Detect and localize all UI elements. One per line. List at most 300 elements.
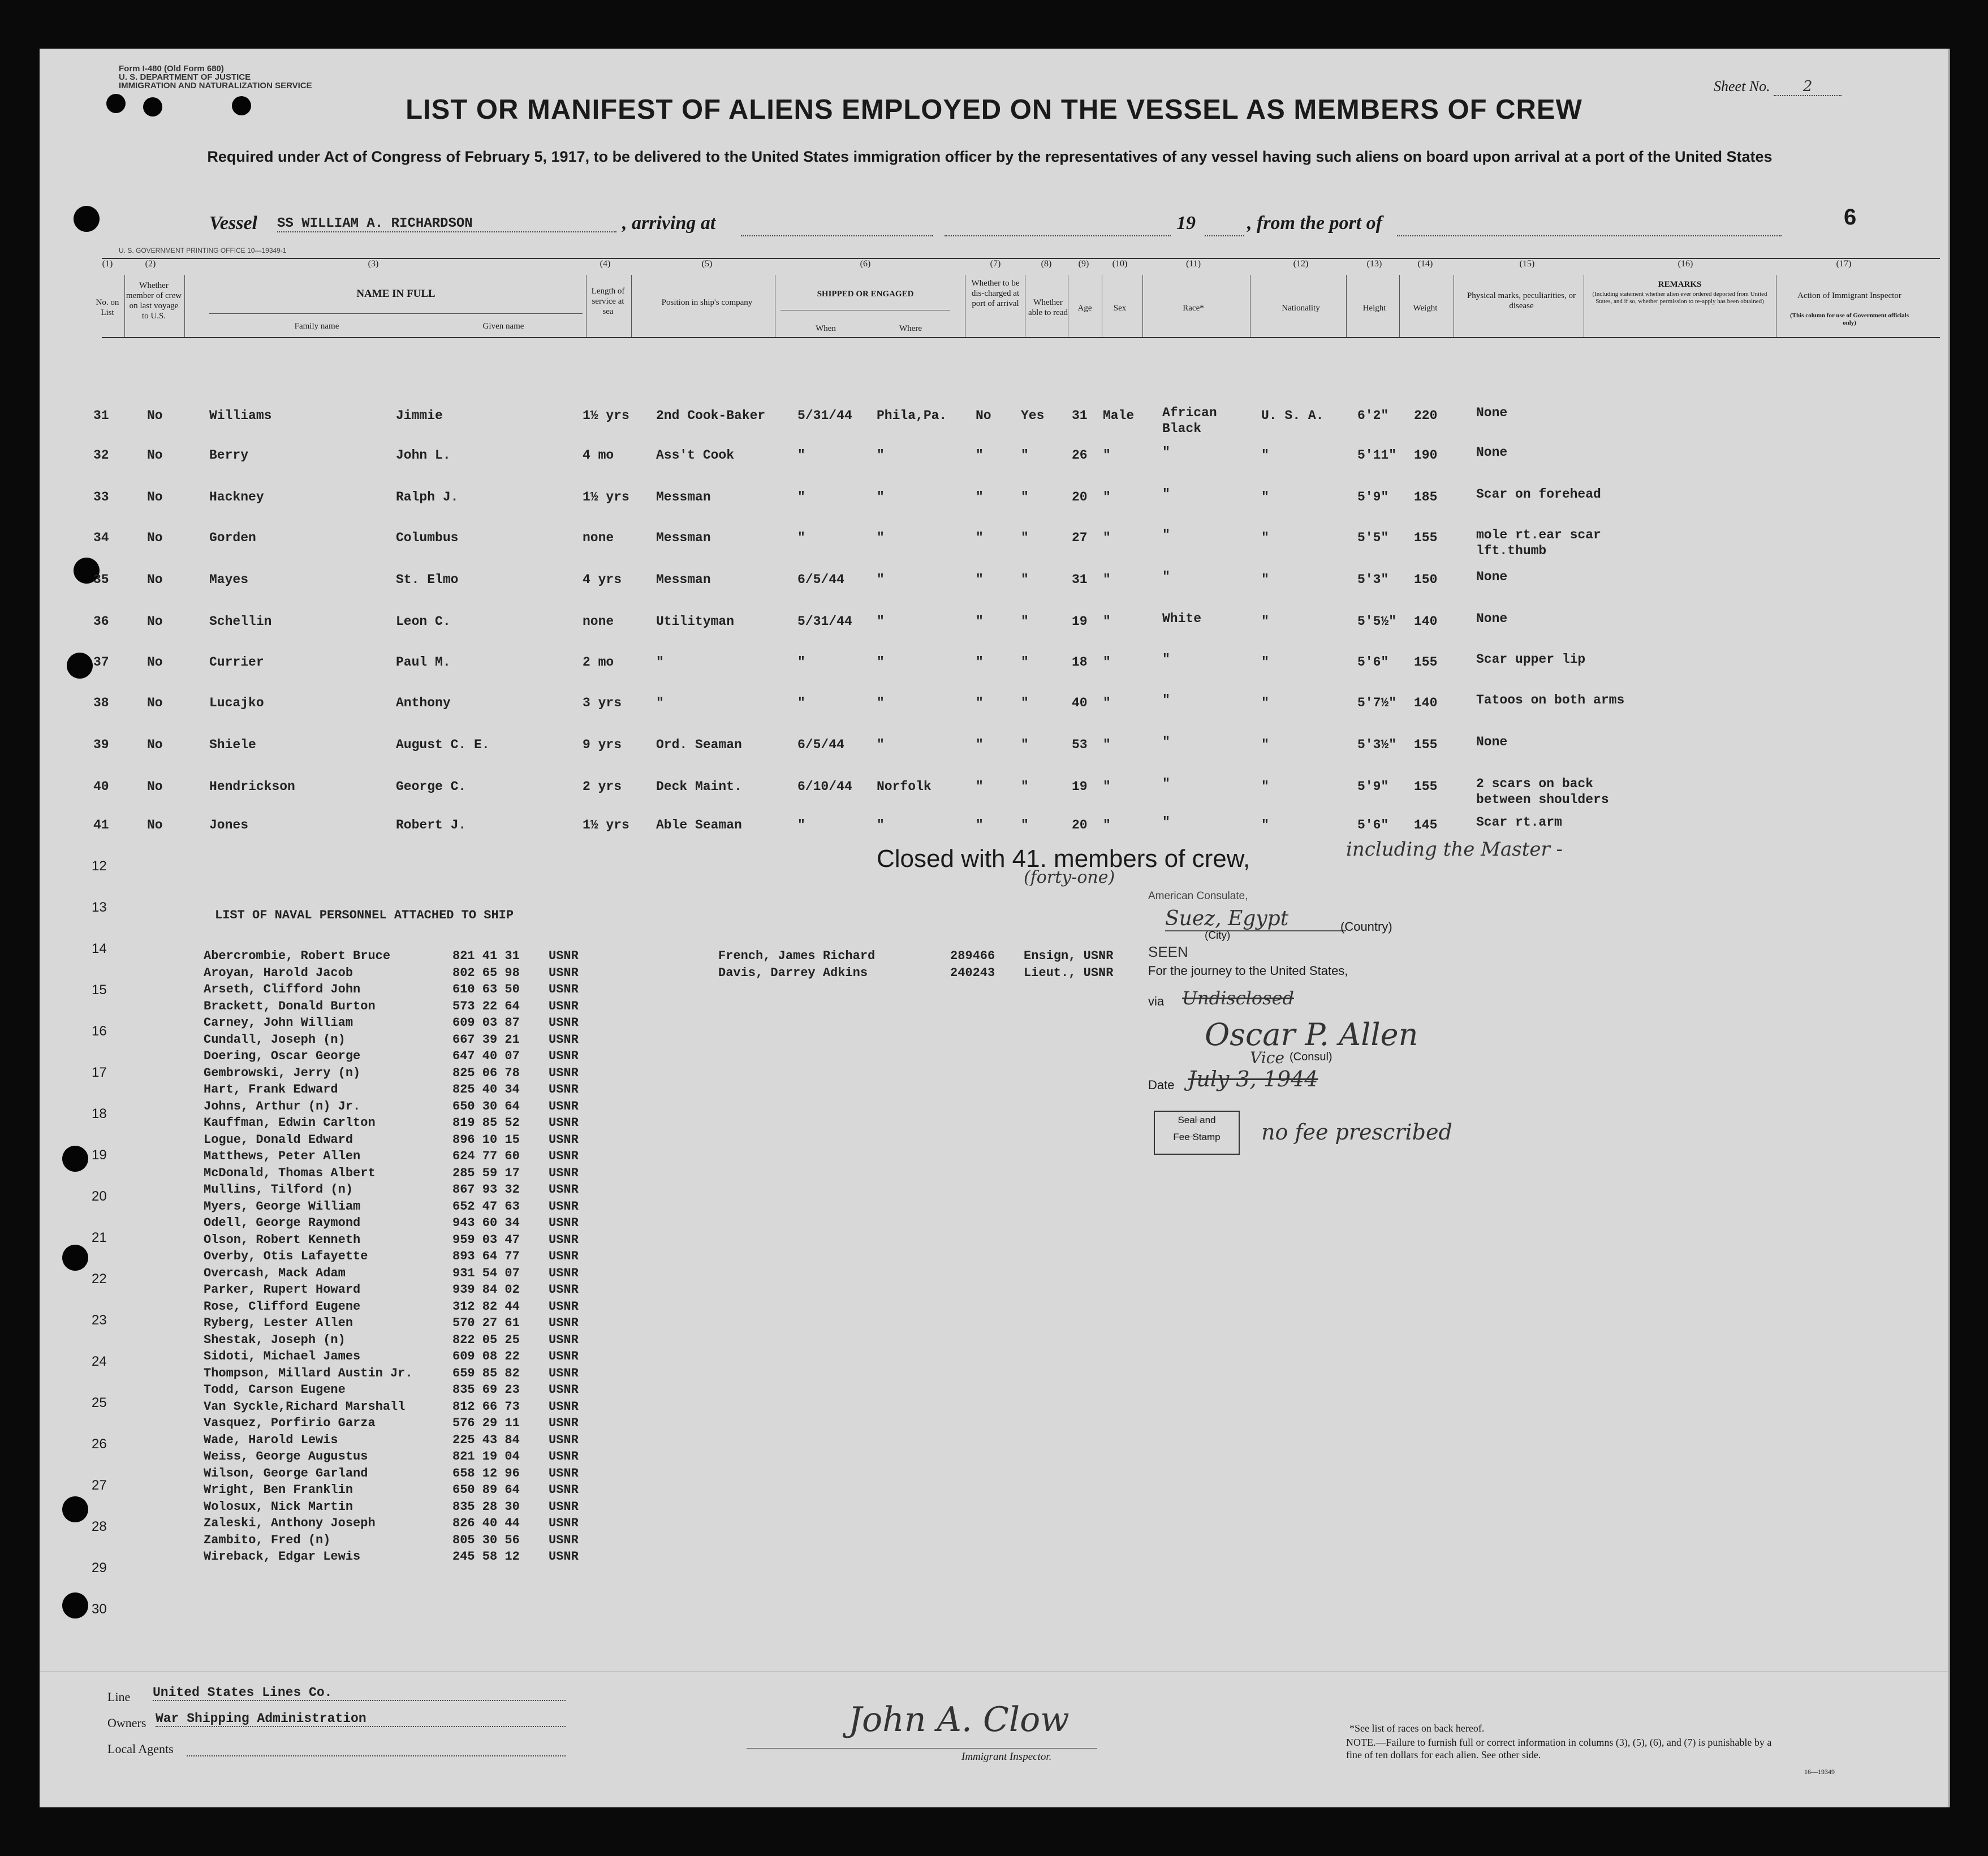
agents-label: Local Agents: [107, 1742, 174, 1756]
printing-office: U. S. GOVERNMENT PRINTING OFFICE 10—19349-1: [119, 247, 287, 254]
col-header-read: Whether able to read: [1028, 298, 1068, 317]
naval-name: Wright, Ben Franklin: [204, 1483, 353, 1497]
line-number: 17: [92, 1065, 107, 1080]
colnum: (2): [145, 259, 156, 269]
cell-disch: ": [976, 818, 984, 832]
cell-read: Yes: [1021, 408, 1045, 423]
cell-position: Able Seaman: [656, 818, 742, 832]
col-rule: [1346, 275, 1347, 337]
cell-position: Messman: [656, 530, 711, 545]
cell-no: 41: [93, 818, 109, 832]
colnum: (6): [860, 259, 871, 269]
cell-nat: ": [1261, 818, 1269, 832]
naval-name: Olson, Robert Kenneth: [204, 1232, 361, 1247]
naval-no: 821 19 04: [452, 1449, 520, 1464]
department: U. S. DEPARTMENT OF JUSTICE: [119, 72, 251, 82]
cell-race: White: [1162, 611, 1202, 626]
cell-no: 36: [93, 614, 109, 629]
naval-name: Gembrowski, Jerry (n): [204, 1065, 361, 1080]
arriving-date-field: [945, 235, 1171, 236]
naval-svc: USNR: [549, 1316, 579, 1330]
cell-weight: 155: [1414, 655, 1438, 670]
col-header-given: Given name: [482, 322, 524, 331]
naval-svc: USNR: [549, 1049, 579, 1063]
cell-race: ": [1162, 735, 1170, 749]
cell-disch: ": [976, 655, 984, 670]
col-rule: [184, 275, 185, 337]
cell-where: ": [877, 448, 885, 463]
col-header-marks: Physical marks, peculiarities, or disease: [1467, 291, 1576, 310]
cell-family: Jones: [209, 818, 249, 832]
cell-given: Paul M.: [396, 655, 451, 670]
cell-age: 19: [1072, 779, 1088, 794]
cell-position: Deck Maint.: [656, 779, 742, 794]
owners-value: War Shipping Administration: [156, 1711, 566, 1727]
naval-svc: USNR: [549, 1416, 579, 1430]
cell-where: ": [877, 490, 885, 504]
colnum: (13): [1366, 259, 1382, 269]
naval-name: Logue, Donald Edward: [204, 1132, 353, 1147]
cell-given: Leon C.: [396, 614, 451, 629]
naval-no: 959 03 47: [452, 1232, 520, 1247]
naval-svc: USNR: [549, 1099, 579, 1113]
colnum: (5): [701, 259, 713, 269]
cell-given: Jimmie: [396, 408, 443, 423]
naval-no: 805 30 56: [452, 1533, 520, 1547]
vessel-name: SS WILLIAM A. RICHARDSON: [277, 216, 616, 232]
cell-weight: 145: [1414, 818, 1438, 832]
col-header-last-voyage: Whether member of crew on last voyage to U.S.: [126, 281, 182, 321]
naval-svc: USNR: [549, 1266, 579, 1280]
cell-family: Shiele: [209, 737, 256, 752]
cell-no: 39: [93, 737, 109, 752]
manifest-sheet: [40, 49, 1950, 1807]
cell-read: ": [1021, 448, 1029, 463]
consulate-label: American Consulate,: [1148, 890, 1248, 902]
cell-age: 26: [1072, 448, 1088, 463]
cell-no: 37: [93, 655, 109, 670]
cell-sex: ": [1103, 614, 1111, 629]
naval-name: Odell, George Raymond: [204, 1216, 361, 1230]
naval-svc: USNR: [549, 965, 579, 980]
cell-marks: None: [1476, 569, 1508, 584]
naval-name: Parker, Rupert Howard: [204, 1283, 361, 1297]
punch-hole: [74, 206, 100, 232]
naval-svc: USNR: [549, 1533, 579, 1547]
cell-service: 9 yrs: [583, 737, 622, 752]
cell-where: ": [877, 614, 885, 629]
naval-svc: USNR: [549, 1549, 579, 1564]
naval-no: 609 08 22: [452, 1349, 520, 1363]
cell-nat: ": [1261, 737, 1269, 752]
city-label: (City): [1205, 930, 1231, 942]
cell-race: ": [1162, 693, 1170, 707]
naval-name: Davis, Darrey Adkins: [718, 965, 868, 980]
cell-age: 27: [1072, 530, 1088, 545]
cell-weight: 185: [1414, 490, 1438, 504]
cell-sex: ": [1103, 779, 1111, 794]
cell-marks: mole rt.ear scar lft.thumb: [1476, 528, 1601, 558]
naval-no: 658 12 96: [452, 1466, 520, 1481]
naval-svc: USNR: [549, 1383, 579, 1397]
form-number: Form I-480 (Old Form 680): [119, 64, 224, 74]
col-header-race: Race*: [1183, 304, 1204, 313]
naval-no: 822 05 25: [452, 1332, 520, 1347]
cell-read: ": [1021, 655, 1029, 670]
naval-name: Hart, Frank Edward: [204, 1082, 338, 1097]
naval-svc: USNR: [549, 1499, 579, 1514]
page-subtitle: Required under Act of Congress of February 5, 1917, to be delivered to the United States immigration officer by the representatives of any vessel having such aliens on board upon arrival at a port of the United States: [207, 148, 1773, 165]
cell-marks: Scar rt.arm: [1476, 815, 1562, 830]
cell-read: ": [1021, 779, 1029, 794]
cell-age: 53: [1072, 737, 1088, 752]
no-fee-note: no fee prescribed: [1261, 1120, 1452, 1145]
punch-hole: [62, 1146, 88, 1172]
arriving-label: , arriving at: [622, 213, 716, 234]
cell-weight: 150: [1414, 572, 1438, 587]
colnum: (16): [1677, 259, 1693, 269]
naval-svc: USNR: [549, 982, 579, 996]
naval-name: Doering, Oscar George: [204, 1049, 361, 1063]
cell-family: Lucajko: [209, 696, 264, 710]
cell-read: ": [1021, 737, 1029, 752]
naval-name: French, James Richard: [718, 949, 876, 963]
cell-no: 34: [93, 530, 109, 545]
cell-position: Messman: [656, 490, 711, 504]
inspector-sig-line: [747, 1748, 1097, 1749]
col-header-discharge: Whether to be dis-charged at port of arrival: [971, 279, 1020, 308]
naval-svc: USNR: [549, 1065, 579, 1080]
cell-last: No: [147, 530, 163, 545]
colnum: (9): [1078, 259, 1089, 269]
cell-service: none: [583, 614, 614, 629]
cell-race: African Black: [1162, 405, 1217, 436]
cell-family: Currier: [209, 655, 264, 670]
cell-weight: 220: [1414, 408, 1438, 423]
cell-no: 35: [93, 572, 109, 587]
cell-disch: ": [976, 614, 984, 629]
naval-name: Overby, Otis Lafayette: [204, 1249, 368, 1263]
cell-nat: ": [1261, 655, 1269, 670]
sheet-label: Sheet No.: [1714, 78, 1770, 94]
cell-nat: ": [1261, 779, 1269, 794]
naval-svc: Ensign, USNR: [1024, 949, 1114, 963]
cell-nat: ": [1261, 572, 1269, 587]
cell-race: ": [1162, 776, 1170, 791]
naval-name: Zaleski, Anthony Joseph: [204, 1516, 376, 1530]
table-row: [40, 693, 1906, 718]
naval-svc: USNR: [549, 1449, 579, 1464]
journey-text: For the journey to the United States,: [1148, 964, 1348, 978]
naval-name: Sidoti, Michael James: [204, 1349, 361, 1363]
footnote-races: *See list of races on back hereof.: [1349, 1723, 1485, 1734]
col-header-family: Family name: [294, 322, 339, 331]
punch-hole: [62, 1592, 88, 1618]
naval-no: 240243: [950, 965, 995, 980]
cell-marks: None: [1476, 735, 1508, 749]
naval-no: 819 85 52: [452, 1116, 520, 1130]
cell-last: No: [147, 614, 163, 629]
cell-height: 5'9": [1357, 779, 1389, 794]
cell-sex: ": [1103, 490, 1111, 504]
cell-position: Messman: [656, 572, 711, 587]
colnum: (15): [1519, 259, 1535, 269]
name-divider: [209, 313, 583, 314]
cell-family: Schellin: [209, 614, 272, 629]
cell-nat: ": [1261, 614, 1269, 629]
naval-name: Arseth, Clifford John: [204, 982, 361, 996]
cell-family: Williams: [209, 408, 272, 423]
table-row: [40, 487, 1906, 512]
naval-no: 825 06 78: [452, 1065, 520, 1080]
naval-no: 647 40 07: [452, 1049, 520, 1063]
column-numbers: [40, 259, 1948, 276]
line-number: 18: [92, 1106, 107, 1121]
naval-no: 943 60 34: [452, 1216, 520, 1230]
col-rule: [124, 275, 125, 337]
naval-name: Myers, George William: [204, 1199, 361, 1214]
cell-age: 40: [1072, 696, 1088, 710]
col-header-sex: Sex: [1113, 304, 1127, 313]
naval-no: 893 64 77: [452, 1249, 520, 1263]
naval-svc: USNR: [549, 1283, 579, 1297]
naval-svc: Lieut., USNR: [1024, 965, 1114, 980]
table-row: [40, 528, 1906, 558]
cell-disch: ": [976, 448, 984, 463]
col-header-action-note: (This column for use of Government officials only): [1789, 312, 1909, 326]
cell-sex: Male: [1103, 408, 1135, 423]
table-row: [40, 405, 1906, 436]
cell-sex: ": [1103, 696, 1111, 710]
line-number: 13: [92, 900, 107, 915]
cell-given: George C.: [396, 779, 467, 794]
naval-name: Wireback, Edgar Lewis: [204, 1549, 361, 1564]
cell-sex: ": [1103, 530, 1111, 545]
page-title: LIST OR MANIFEST OF ALIENS EMPLOYED ON THE VESSEL AS MEMBERS OF CREW: [406, 94, 1582, 125]
cell-nat: ": [1261, 490, 1269, 504]
footnote-fine: NOTE.—Failure to furnish full or correct information in columns (3), (5), (6), and (7) is punishable by a fine of ten dollars for each alien. See other side.: [1346, 1737, 1772, 1760]
cell-given: Ralph J.: [396, 490, 459, 504]
cell-height: 5'5": [1357, 530, 1389, 545]
col-header-name: NAME IN FULL: [356, 288, 435, 300]
owners-label: Owners: [107, 1716, 146, 1730]
naval-name: Mullins, Tilford (n): [204, 1182, 353, 1197]
table-row: [40, 652, 1906, 677]
cell-family: Gorden: [209, 530, 256, 545]
cell-family: Hackney: [209, 490, 264, 504]
naval-name: Johns, Arthur (n) Jr.: [204, 1099, 361, 1113]
cell-when: ": [797, 655, 805, 670]
naval-svc: USNR: [549, 1332, 579, 1347]
cell-when: 6/5/44: [797, 572, 844, 587]
cell-disch: ": [976, 737, 984, 752]
cell-no: 40: [93, 779, 109, 794]
cell-sex: ": [1103, 655, 1111, 670]
naval-name: Todd, Carson Eugene: [204, 1383, 346, 1397]
cell-service: 3 yrs: [583, 696, 622, 710]
cell-where: ": [877, 530, 885, 545]
col-rule: [1399, 275, 1400, 337]
line-number: 30: [92, 1602, 107, 1617]
naval-no: 825 40 34: [452, 1082, 520, 1097]
naval-no: 835 69 23: [452, 1383, 520, 1397]
naval-no: 610 63 50: [452, 982, 520, 996]
col-header-where: Where: [899, 324, 922, 333]
sheet-number: 2: [1774, 78, 1842, 96]
cell-marks: Scar upper lip: [1476, 652, 1586, 667]
naval-name: Kauffman, Edwin Carlton: [204, 1116, 376, 1130]
stamp-line2: Fee Stamp: [1173, 1132, 1221, 1142]
naval-name: Vasquez, Porfirio Garza: [204, 1416, 376, 1430]
footer-code: 16—19349: [1804, 1768, 1835, 1776]
line-value: United States Lines Co.: [153, 1685, 566, 1701]
cell-given: St. Elmo: [396, 572, 459, 587]
naval-svc: USNR: [549, 1349, 579, 1363]
line-label: Line: [107, 1690, 131, 1704]
cell-height: 5'6": [1357, 655, 1389, 670]
naval-no: 225 43 84: [452, 1432, 520, 1447]
cell-given: August C. E.: [396, 737, 490, 752]
colnum: (4): [600, 259, 611, 269]
line-number: 28: [92, 1519, 107, 1534]
naval-svc: USNR: [549, 949, 579, 963]
punch-hole: [62, 1245, 88, 1271]
colnum: (1): [102, 259, 113, 269]
naval-name: Matthews, Peter Allen: [204, 1149, 361, 1163]
cell-disch: No: [976, 408, 991, 423]
naval-svc: USNR: [549, 1182, 579, 1197]
cell-disch: ": [976, 572, 984, 587]
cell-marks: None: [1476, 405, 1508, 420]
cell-where: ": [877, 696, 885, 710]
naval-svc: USNR: [549, 1432, 579, 1447]
cell-sex: ": [1103, 818, 1111, 832]
cell-race: ": [1162, 652, 1170, 667]
naval-name: Wilson, George Garland: [204, 1466, 368, 1481]
col-rule: [1142, 275, 1143, 337]
cell-weight: 155: [1414, 530, 1438, 545]
naval-name: Thompson, Millard Austin Jr.: [204, 1366, 413, 1380]
cell-when: 5/31/44: [797, 614, 852, 629]
naval-svc: USNR: [549, 1132, 579, 1147]
naval-no: 285 59 17: [452, 1166, 520, 1180]
col-rule: [631, 275, 632, 337]
naval-name: Cundall, Joseph (n): [204, 1032, 346, 1047]
colnum: (8): [1041, 259, 1052, 269]
vice-text: Vice: [1250, 1048, 1284, 1067]
cell-read: ": [1021, 818, 1029, 832]
naval-svc: USNR: [549, 1516, 579, 1530]
naval-name: McDonald, Thomas Albert: [204, 1166, 376, 1180]
line-number: 25: [92, 1395, 107, 1410]
cell-age: 18: [1072, 655, 1088, 670]
cell-sex: ": [1103, 572, 1111, 587]
table-row: [40, 815, 1906, 840]
col-header-no: No. on List: [96, 298, 119, 317]
line-number: 29: [92, 1560, 107, 1576]
cell-no: 31: [93, 408, 109, 423]
cell-service: 4 yrs: [583, 572, 622, 587]
cell-service: none: [583, 530, 614, 545]
cell-given: John L.: [396, 448, 451, 463]
cell-height: 5'11": [1357, 448, 1397, 463]
naval-svc: USNR: [549, 1199, 579, 1214]
cell-disch: ": [976, 779, 984, 794]
cell-weight: 155: [1414, 737, 1438, 752]
cell-weight: 190: [1414, 448, 1438, 463]
cell-no: 32: [93, 448, 109, 463]
closed-hand-count: (forty-one): [1024, 867, 1115, 887]
cell-no: 38: [93, 696, 109, 710]
naval-name: Overcash, Mack Adam: [204, 1266, 346, 1280]
cell-height: 5'3½": [1357, 737, 1397, 752]
cell-where: Norfolk: [877, 779, 932, 794]
naval-svc: USNR: [549, 1116, 579, 1130]
colnum: (11): [1185, 259, 1201, 269]
cell-marks: 2 scars on back between shoulders: [1476, 776, 1609, 807]
cell-last: No: [147, 572, 163, 587]
line-number: 27: [92, 1478, 107, 1493]
colnum: (10): [1112, 259, 1128, 269]
table-row: [40, 776, 1906, 807]
naval-svc: USNR: [549, 1032, 579, 1047]
col-header-nationality: Nationality: [1282, 304, 1320, 313]
colnum: (14): [1417, 259, 1433, 269]
col-header-when: When: [816, 324, 836, 333]
cell-sex: ": [1103, 448, 1111, 463]
via-value: Undisclosed: [1182, 987, 1294, 1009]
cell-height: 5'6": [1357, 818, 1389, 832]
cell-last: No: [147, 490, 163, 504]
col-header-remarks: REMARKS: [1658, 280, 1702, 289]
consul-label: (Consul): [1290, 1051, 1332, 1063]
col-header-age: Age: [1077, 304, 1092, 313]
cell-marks: None: [1476, 611, 1508, 626]
line-number: 16: [92, 1024, 107, 1039]
line-number: 21: [92, 1230, 107, 1245]
naval-no: 312 82 44: [452, 1299, 520, 1314]
naval-no: 667 39 21: [452, 1032, 520, 1047]
cell-when: ": [797, 696, 805, 710]
closed-statement: Closed with 41. members of crew,: [877, 845, 1250, 873]
line-number: 20: [92, 1189, 107, 1204]
cell-disch: ": [976, 696, 984, 710]
cell-age: 20: [1072, 490, 1088, 504]
cell-nat: U. S. A.: [1261, 408, 1324, 423]
cell-given: Anthony: [396, 696, 451, 710]
line-number: 24: [92, 1354, 107, 1369]
naval-no: 896 10 15: [452, 1132, 520, 1147]
naval-name: Brackett, Donald Burton: [204, 999, 376, 1013]
cell-read: ": [1021, 696, 1029, 710]
naval-no: 570 27 61: [452, 1316, 520, 1330]
naval-svc: USNR: [549, 1299, 579, 1314]
naval-name: Wade, Harold Lewis: [204, 1432, 338, 1447]
cell-age: 31: [1072, 408, 1088, 423]
cell-service: 1½ yrs: [583, 490, 629, 504]
cell-when: 6/10/44: [797, 779, 852, 794]
line-number: 15: [92, 982, 107, 998]
cell-when: 6/5/44: [797, 737, 844, 752]
cell-last: No: [147, 408, 163, 423]
from-port-field: [1397, 235, 1782, 236]
naval-no: 289466: [950, 949, 995, 963]
cell-when: ": [797, 530, 805, 545]
naval-svc: USNR: [549, 1149, 579, 1163]
naval-name: Aroyan, Harold Jacob: [204, 965, 353, 980]
closed-hand-note: including the Master -: [1346, 838, 1563, 861]
consulate-city: Suez, Egypt: [1165, 907, 1346, 931]
